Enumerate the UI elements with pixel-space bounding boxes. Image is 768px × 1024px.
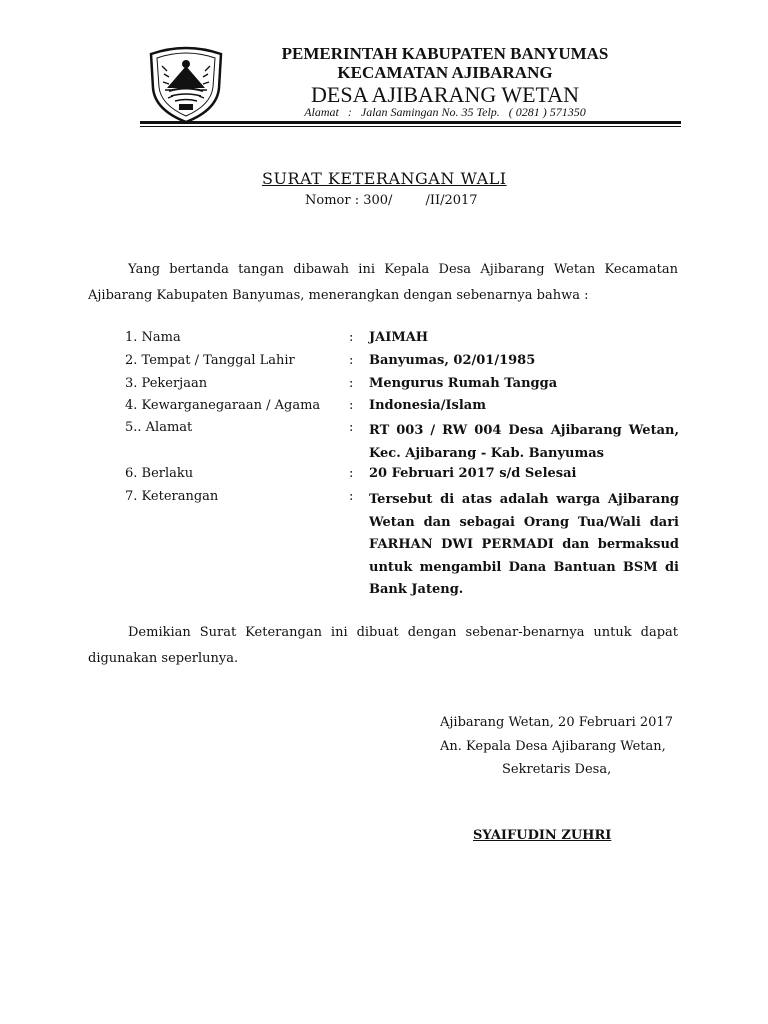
field-label: 2. Tempat / Tanggal Lahir: [125, 353, 295, 368]
field-value: RT 003 / RW 004 Desa Ajibarang Wetan, Kec. Ajibarang - Kab. Banyumas: [369, 423, 679, 461]
letterhead-government: PEMERINTAH KABUPATEN BANYUMAS: [281, 44, 609, 63]
document-number: Nomor : 300/ /II/2017: [305, 193, 478, 208]
letterhead-divider-thick: [140, 121, 681, 124]
closing-paragraph: [88, 620, 678, 672]
field-label: 5.. Alamat: [125, 420, 193, 435]
field-colon: :: [349, 466, 354, 481]
regency-emblem-icon: [145, 44, 227, 124]
intro-text: Yang bertanda tangan dibawah ini Kepala Desa Ajibarang Wetan Kecamatan Ajibarang Kabupaten Banyumas, menerangkan dengan sebenarnya bahwa :: [88, 262, 678, 303]
field-value: Mengurus Rumah Tangga: [369, 376, 558, 391]
field-label: 1. Nama: [125, 330, 181, 345]
field-colon: :: [349, 420, 354, 435]
intro-paragraph: [88, 257, 678, 309]
field-label: 6. Berlaku: [125, 466, 194, 481]
field-value: Indonesia/Islam: [369, 398, 486, 413]
field-colon: :: [349, 330, 354, 345]
letterhead-district: KECAMATAN AJIBARANG: [337, 63, 553, 82]
document-title: SURAT KETERANGAN WALI: [262, 169, 507, 188]
field-colon: :: [349, 398, 354, 413]
field-colon: :: [349, 489, 354, 504]
signatory-name: SYAIFUDIN ZUHRI: [473, 828, 612, 843]
closing-text: Demikian Surat Keterangan ini dibuat dengan sebenar-benarnya untuk dapat digunakan seperlunya.: [88, 625, 678, 666]
field-label: 4. Kewarganegaraan / Agama: [125, 398, 321, 413]
letterhead-divider-thin: [140, 126, 681, 127]
field-value: JAIMAH: [369, 330, 429, 345]
field-value: Banyumas, 02/01/1985: [369, 353, 536, 368]
field-value: 20 Februari 2017 s/d Selesai: [369, 466, 577, 481]
field-label: 3. Pekerjaan: [125, 376, 208, 391]
field-value: Tersebut di atas adalah warga Ajibarang Wetan dan sebagai Orang Tua/Wali dari FARHAN DWI PERMADI dan bermaksud untuk mengambil Dana Bantuan BSM di Bank Jateng.: [369, 492, 679, 597]
signature-on-behalf: An. Kepala Desa Ajibarang Wetan,: [440, 739, 666, 754]
letterhead-village: DESA AJIBARANG WETAN: [311, 82, 579, 107]
field-label: 7. Keterangan: [125, 489, 219, 504]
signature-position: Sekretaris Desa,: [502, 762, 612, 777]
field-colon: :: [349, 376, 354, 391]
signature-place-date: Ajibarang Wetan, 20 Februari 2017: [440, 715, 673, 730]
letterhead-address: Alamat : Jalan Samingan No. 35 Telp. ( 0281 ) 571350: [304, 105, 586, 119]
field-colon: :: [349, 353, 354, 368]
